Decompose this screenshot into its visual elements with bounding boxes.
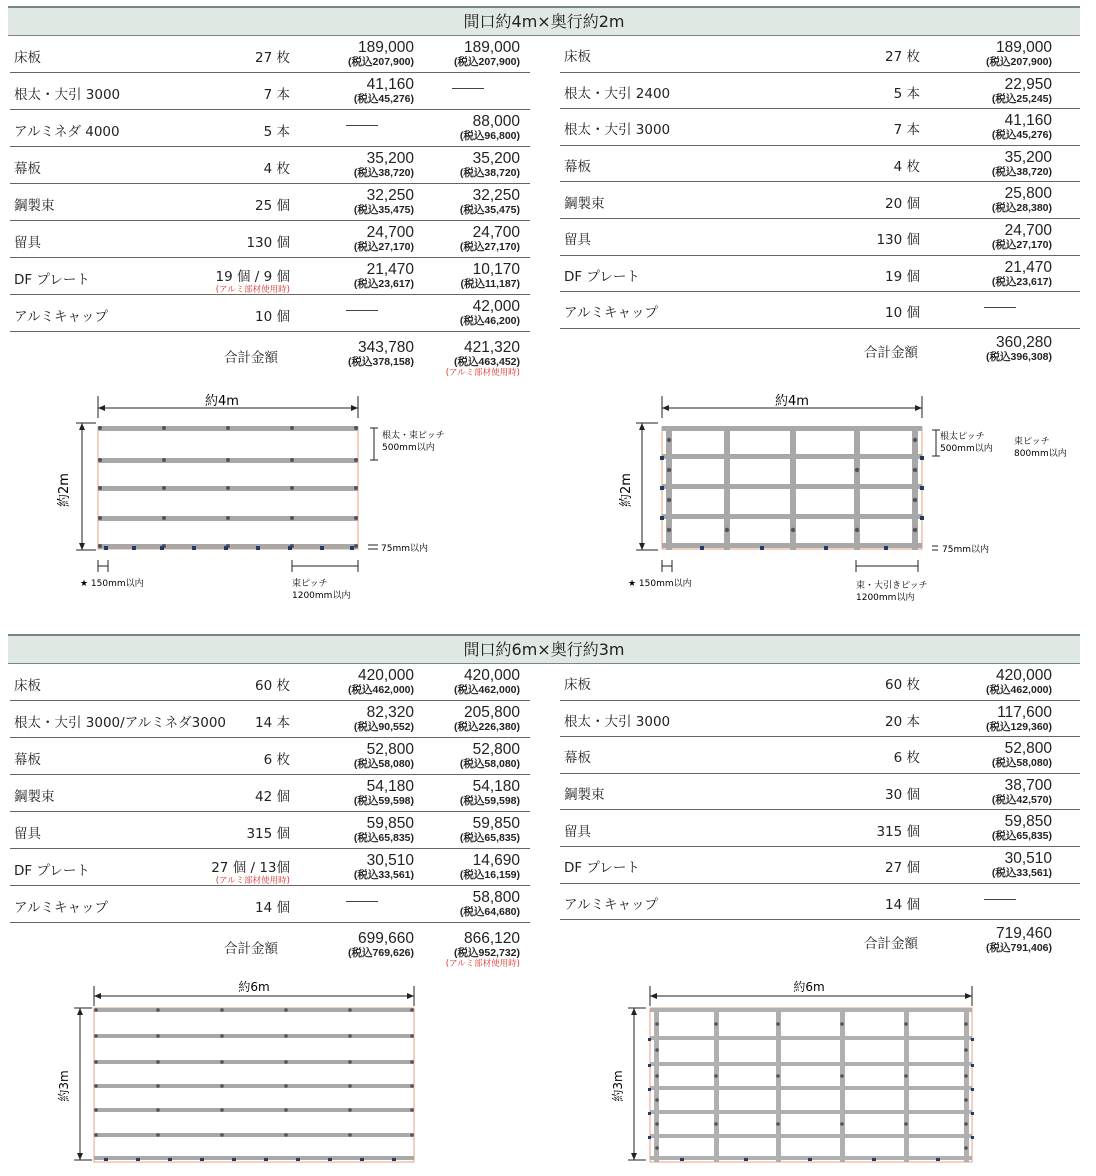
aluminum-note: (アルミ部材使用時)	[445, 959, 520, 969]
price-cell	[406, 299, 520, 327]
item-name: 床板	[14, 677, 41, 694]
item-quantity: 42 個	[255, 788, 290, 805]
item-name: 幕板	[564, 159, 591, 176]
item-name: 留具	[564, 823, 591, 840]
price-value: 21,470	[366, 261, 414, 278]
total-tax-included: (税込463,452)	[454, 356, 520, 368]
price-cell	[300, 779, 414, 807]
price-value: 42,000	[472, 298, 520, 315]
table-row	[10, 664, 530, 701]
item-name: DF プレート	[14, 862, 90, 879]
price-cell	[300, 853, 414, 881]
table-row	[10, 775, 530, 812]
price-tax-included: (税込462,000)	[348, 684, 414, 696]
item-quantity: 10 個	[885, 305, 920, 322]
item-name: DF プレート	[14, 271, 90, 288]
price-tax-included: (税込27,170)	[991, 239, 1052, 251]
price-cell	[940, 778, 1052, 806]
table-row	[10, 295, 530, 332]
price-cell	[300, 705, 414, 733]
svg-text:根太・束ピッチ: 根太・束ピッチ	[382, 431, 445, 441]
item-name: 留具	[564, 232, 591, 249]
svg-text:1200mm以内: 1200mm以内	[292, 591, 351, 601]
price-cell	[940, 77, 1052, 105]
svg-text:束ピッチ: 束ピッチ	[292, 579, 328, 589]
item-quantity: 130 個	[876, 232, 920, 249]
item-quantity: 7 本	[263, 86, 290, 103]
total-row	[560, 920, 1080, 970]
item-quantity: 5 本	[893, 85, 920, 102]
item-name: DF プレート	[564, 268, 640, 285]
svg-text:1200mm以内: 1200mm以内	[856, 593, 915, 603]
price-cell	[940, 40, 1052, 68]
table-row	[560, 847, 1080, 884]
price-tax-included: (税込11,187)	[460, 278, 520, 290]
table-row	[10, 812, 530, 849]
total-value: 343,780	[357, 339, 414, 356]
price-cell	[940, 260, 1052, 288]
svg-text:約6m: 約6m	[793, 980, 825, 994]
total-value: 699,660	[357, 930, 414, 947]
price-cell	[300, 151, 414, 179]
section-title-4x2: 間口約4m×奥行約2m	[8, 6, 1080, 36]
price-value: 35,200	[1004, 148, 1052, 166]
price-table-4x2-left	[10, 36, 530, 376]
price-cell	[940, 150, 1052, 178]
price-tax-included: (税込35,475)	[353, 204, 414, 216]
price-dash	[984, 307, 1016, 308]
price-value: 52,800	[1004, 740, 1052, 758]
price-value: 54,180	[472, 778, 520, 795]
price-tax-included: (税込65,835)	[459, 832, 520, 844]
price-cell	[406, 816, 520, 844]
price-value: 10,170	[472, 261, 520, 278]
item-quantity: 6 枚	[893, 750, 920, 767]
item-name: 床板	[14, 49, 41, 66]
item-quantity: 315 個	[246, 825, 290, 842]
price-tax-included: (税込27,170)	[459, 241, 520, 253]
total-label: 合計金額	[224, 350, 278, 366]
table-row	[560, 737, 1080, 774]
price-value: 189,000	[463, 39, 520, 56]
price-tax-included: (税込462,000)	[986, 684, 1052, 696]
price-tax-included: (税込23,617)	[991, 275, 1052, 288]
item-name: アルミキャップ	[564, 305, 658, 322]
total-value: 360,280	[995, 333, 1052, 351]
price-tax-included: (税込59,598)	[353, 795, 414, 807]
total-price-aluminum	[406, 340, 520, 378]
item-name: アルミキャップ	[14, 899, 108, 916]
price-value: 38,700	[1004, 776, 1052, 794]
deck-diagram-4x2-joist	[57, 390, 480, 605]
price-tax-included: (税込462,000)	[454, 684, 520, 696]
table-row	[560, 774, 1080, 811]
price-tax-included: (税込96,800)	[459, 130, 520, 142]
table-row	[10, 110, 530, 147]
price-value: 24,700	[472, 224, 520, 241]
table-row	[10, 36, 530, 73]
price-tax-included: (税込129,360)	[986, 720, 1052, 733]
item-name: 留具	[14, 825, 41, 842]
item-quantity: 14 個	[885, 896, 920, 913]
item-quantity: 14 個	[255, 899, 290, 916]
price-value: 82,320	[366, 704, 414, 721]
svg-text:800mm以内: 800mm以内	[1014, 449, 1067, 459]
table-row	[10, 701, 530, 738]
price-tax-included: (税込207,900)	[454, 56, 520, 68]
item-name: 根太・大引 3000	[14, 86, 121, 103]
price-value: 32,250	[366, 187, 414, 204]
price-tax-included: (税込65,835)	[991, 830, 1052, 843]
item-name: 幕板	[14, 751, 41, 768]
price-value: 59,850	[472, 815, 520, 832]
svg-text:約3m: 約3m	[611, 1070, 625, 1102]
price-value: 35,200	[472, 150, 520, 167]
svg-text:★ 150mm以内: ★ 150mm以内	[80, 579, 144, 589]
item-quantity	[170, 265, 290, 295]
table-row	[10, 849, 530, 886]
item-quantity: 60 枚	[885, 677, 920, 694]
svg-text:500mm以内: 500mm以内	[382, 443, 435, 453]
price-tax-included: (税込33,561)	[991, 867, 1052, 879]
table-row	[560, 73, 1080, 110]
total-label: 合計金額	[864, 344, 918, 361]
price-tax-included: (税込226,380)	[454, 721, 520, 733]
deck-diagram-4x2-grid	[620, 390, 1080, 605]
item-quantity: 4 枚	[893, 159, 920, 176]
item-name: アルミネダ 4000	[14, 123, 120, 140]
quantity-value: 19 個 / 9 個	[215, 268, 290, 285]
price-value: 41,160	[366, 76, 414, 93]
svg-text:約3m: 約3m	[57, 1070, 71, 1102]
total-tax-included: (税込396,308)	[986, 350, 1052, 363]
price-cell	[940, 113, 1052, 141]
price-cell	[406, 779, 520, 807]
price-tax-included: (税込59,598)	[459, 795, 520, 807]
item-name: 幕板	[564, 750, 591, 767]
item-name: 根太・大引 2400	[564, 85, 671, 102]
price-tax-included: (税込16,159)	[459, 869, 520, 881]
item-name: DF プレート	[564, 860, 640, 877]
price-cell	[300, 188, 414, 216]
price-value: 14,690	[472, 852, 520, 869]
price-value: 41,160	[1004, 112, 1052, 130]
item-quantity: 27 枚	[255, 49, 290, 66]
item-quantity: 14 本	[255, 714, 290, 731]
price-value: 35,200	[366, 150, 414, 167]
item-quantity: 25 個	[255, 197, 290, 214]
price-tax-included: (税込58,080)	[459, 758, 520, 770]
price-cell	[300, 742, 414, 770]
price-tax-included: (税込38,720)	[991, 165, 1052, 178]
quantity-value: 27 個 / 13個	[211, 859, 290, 876]
price-tax-included: (税込46,200)	[459, 315, 520, 327]
price-value: 24,700	[366, 224, 414, 241]
svg-text:約6m: 約6m	[238, 980, 270, 994]
price-cell	[300, 225, 414, 253]
table-row	[560, 146, 1080, 183]
total-label: 合計金額	[864, 936, 918, 953]
table-row	[10, 73, 530, 110]
price-value: 420,000	[357, 667, 414, 684]
table-row	[10, 184, 530, 221]
total-price-standard	[300, 340, 414, 368]
item-quantity: 30 個	[885, 787, 920, 804]
total-price	[940, 335, 1052, 363]
item-quantity: 27 枚	[885, 49, 920, 66]
price-table-6x3-right	[560, 664, 1080, 964]
price-cell	[406, 151, 520, 179]
price-cell	[940, 851, 1052, 879]
item-quantity: 60 枚	[255, 677, 290, 694]
item-quantity: 5 本	[263, 123, 290, 140]
price-value: 30,510	[366, 852, 414, 869]
price-cell	[940, 223, 1052, 251]
table-row	[560, 182, 1080, 219]
table-row	[560, 664, 1080, 701]
table-row	[560, 884, 1080, 921]
aluminum-note: (アルミ部材使用時)	[215, 284, 290, 295]
item-name: 留具	[14, 234, 41, 251]
price-tax-included: (税込23,617)	[353, 278, 414, 290]
table-row	[10, 147, 530, 184]
price-value: 189,000	[995, 39, 1052, 56]
item-name: 根太・大引 3000	[564, 713, 671, 730]
price-cell	[940, 705, 1052, 733]
price-value: 25,800	[1004, 185, 1052, 203]
item-name: アルミキャップ	[14, 308, 108, 325]
total-tax-included: (税込378,158)	[348, 356, 414, 368]
item-name: アルミキャップ	[564, 896, 658, 913]
table-row	[10, 221, 530, 258]
price-value: 58,800	[472, 889, 520, 906]
item-quantity: 130 個	[246, 234, 290, 251]
deck-diagram-6x3-grid	[610, 978, 990, 1168]
price-value: 32,250	[472, 187, 520, 204]
total-price	[940, 926, 1052, 954]
price-value: 189,000	[357, 39, 414, 56]
price-value: 21,470	[1004, 258, 1052, 276]
item-quantity: 19 個	[885, 268, 920, 285]
table-row	[560, 810, 1080, 847]
table-row	[10, 738, 530, 775]
total-value: 719,460	[995, 925, 1052, 943]
table-row	[10, 258, 530, 295]
price-cell	[406, 225, 520, 253]
total-row	[10, 332, 530, 388]
total-tax-included: (税込791,406)	[986, 942, 1052, 955]
total-label: 合計金額	[224, 941, 278, 957]
svg-text:根太ピッチ: 根太ピッチ	[940, 432, 985, 442]
price-value: 117,600	[997, 703, 1052, 721]
price-tax-included: (税込90,552)	[353, 721, 414, 733]
item-quantity: 7 本	[893, 122, 920, 139]
price-tax-included: (税込45,276)	[991, 129, 1052, 142]
aluminum-note: (アルミ部材使用時)	[215, 875, 290, 886]
price-tax-included: (税込38,720)	[353, 167, 414, 179]
table-row	[560, 219, 1080, 256]
price-cell	[406, 188, 520, 216]
price-cell	[300, 77, 414, 105]
price-dash	[346, 310, 378, 311]
item-quantity: 20 本	[885, 713, 920, 730]
price-cell	[940, 814, 1052, 842]
price-table-4x2-right	[560, 36, 1080, 366]
item-quantity	[170, 856, 290, 886]
price-value: 22,950	[1004, 75, 1052, 93]
price-value: 52,800	[366, 741, 414, 758]
price-tax-included: (税込42,570)	[991, 793, 1052, 806]
price-cell	[940, 741, 1052, 769]
total-tax-included: (税込952,732)	[454, 947, 520, 959]
price-cell	[300, 816, 414, 844]
table-row	[560, 701, 1080, 738]
price-tax-included: (税込65,835)	[353, 832, 414, 844]
deck-diagram-6x3-joist	[57, 978, 440, 1168]
svg-text:束・大引きピッチ: 束・大引きピッチ	[856, 581, 928, 591]
price-tax-included: (税込35,475)	[459, 204, 520, 216]
price-dash	[346, 125, 378, 126]
price-cell	[406, 853, 520, 881]
price-tax-included: (税込27,170)	[353, 241, 414, 253]
item-quantity: 27 個	[885, 860, 920, 877]
item-name: 床板	[564, 49, 591, 66]
price-value: 420,000	[995, 667, 1052, 684]
svg-text:★ 150mm以内: ★ 150mm以内	[628, 579, 692, 589]
item-name: 根太・大引 3000/アルミネダ3000	[14, 714, 227, 731]
width-label: 約4m	[205, 394, 239, 409]
item-name: 幕板	[14, 160, 41, 177]
total-price-standard	[300, 931, 414, 959]
table-row	[560, 292, 1080, 329]
price-tax-included: (税込33,561)	[353, 869, 414, 881]
item-quantity: 6 枚	[263, 751, 290, 768]
price-cell	[406, 742, 520, 770]
svg-text:75mm以内: 75mm以内	[381, 544, 428, 554]
svg-text:束ピッチ: 束ピッチ	[1014, 437, 1050, 447]
item-name: 鋼製束	[14, 197, 55, 214]
price-tax-included: (税込58,080)	[353, 758, 414, 770]
price-cell	[940, 186, 1052, 214]
price-tax-included: (税込45,276)	[353, 93, 414, 105]
item-name: 床板	[564, 677, 591, 694]
table-row	[560, 36, 1080, 73]
price-table-6x3-left	[10, 664, 530, 979]
price-cell	[406, 114, 520, 142]
price-cell	[406, 40, 520, 68]
price-value: 54,180	[366, 778, 414, 795]
total-value: 421,320	[463, 339, 520, 356]
price-dash	[452, 88, 484, 89]
price-tax-included: (税込25,245)	[991, 92, 1052, 105]
price-value: 24,700	[1004, 222, 1052, 239]
item-quantity: 20 個	[885, 195, 920, 212]
price-value: 205,800	[463, 704, 520, 721]
total-value: 866,120	[463, 930, 520, 947]
price-cell	[406, 705, 520, 733]
price-cell	[300, 40, 414, 68]
item-name: 根太・大引 3000	[564, 122, 671, 139]
price-tax-included: (税込207,900)	[348, 56, 414, 68]
price-value: 59,850	[1004, 813, 1052, 831]
price-cell	[300, 668, 414, 696]
item-name: 鋼製束	[14, 788, 55, 805]
price-cell	[300, 262, 414, 290]
total-price-aluminum	[406, 931, 520, 969]
item-quantity: 4 枚	[263, 160, 290, 177]
table-row	[560, 109, 1080, 146]
price-cell	[406, 668, 520, 696]
price-tax-included: (税込38,720)	[459, 167, 520, 179]
depth-label: 約2m	[57, 473, 72, 507]
table-row	[560, 256, 1080, 293]
section-title-6x3: 間口約6m×奥行約3m	[8, 634, 1080, 664]
item-name: 鋼製束	[564, 787, 605, 804]
price-tax-included: (税込58,080)	[991, 757, 1052, 770]
price-value: 88,000	[472, 113, 520, 130]
svg-text:約2m: 約2m	[619, 473, 634, 507]
price-dash	[984, 899, 1016, 900]
svg-text:500mm以内: 500mm以内	[940, 444, 993, 454]
price-value: 59,850	[366, 815, 414, 832]
price-value: 420,000	[463, 667, 520, 684]
price-tax-included: (税込207,900)	[986, 56, 1052, 68]
svg-text:75mm以内: 75mm以内	[942, 545, 989, 555]
item-quantity: 10 個	[255, 308, 290, 325]
price-tax-included: (税込28,380)	[991, 202, 1052, 215]
price-value: 52,800	[472, 741, 520, 758]
price-cell	[406, 890, 520, 918]
total-row	[560, 329, 1080, 379]
price-tax-included: (税込64,680)	[459, 906, 520, 918]
price-dash	[346, 901, 378, 902]
price-cell	[940, 668, 1052, 696]
table-row	[10, 886, 530, 923]
price-value: 30,510	[1004, 850, 1052, 867]
price-cell	[406, 262, 520, 290]
svg-text:約4m: 約4m	[775, 394, 809, 409]
item-name: 鋼製束	[564, 195, 605, 212]
item-quantity: 315 個	[876, 823, 920, 840]
aluminum-note: (アルミ部材使用時)	[445, 368, 520, 378]
total-row	[10, 923, 530, 979]
total-tax-included: (税込769,626)	[348, 947, 414, 959]
